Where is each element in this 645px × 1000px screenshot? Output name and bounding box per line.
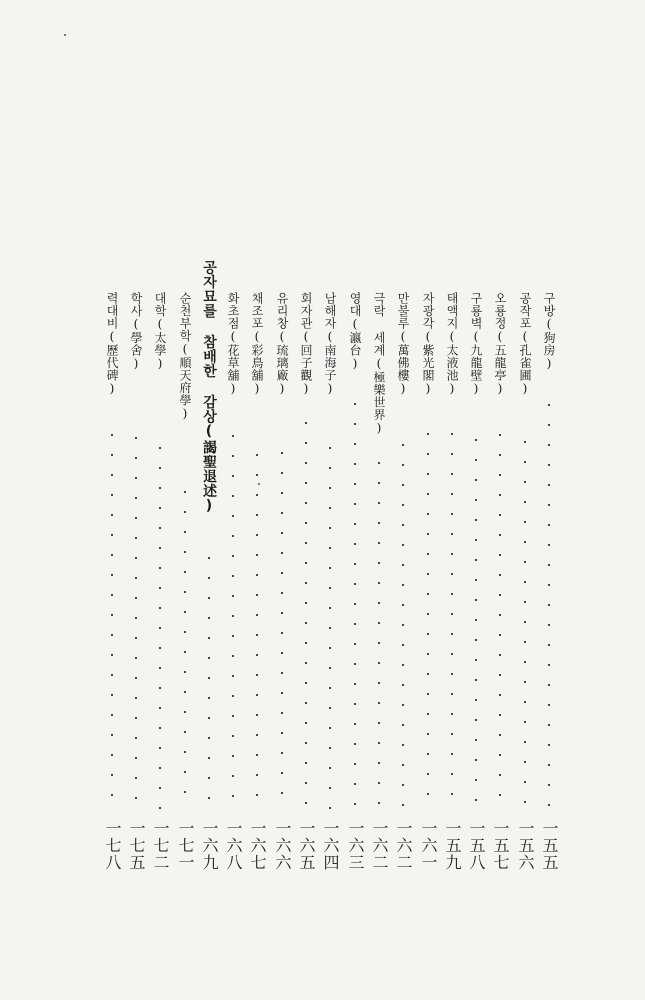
toc-entry xyxy=(441,292,463,882)
toc-entry-title: 오룡정(五龍亭) xyxy=(493,292,507,396)
dot-leader xyxy=(111,425,113,810)
toc-entry xyxy=(222,292,244,882)
toc-entry-title: 채조포(彩鳥舖) xyxy=(250,292,264,396)
dot-leader xyxy=(451,424,453,810)
toc-entry-title: 만불루(萬佛樓) xyxy=(396,292,410,396)
toc-entry-page-number: 一六四 xyxy=(321,820,340,871)
paper-speck xyxy=(258,483,260,485)
toc-entry xyxy=(392,292,414,882)
toc-entry-title: 순천부학(順天府學) xyxy=(178,292,192,421)
toc-entry xyxy=(514,292,536,882)
toc-entry-page-number: 一六八 xyxy=(224,820,243,871)
dot-leader xyxy=(135,428,137,810)
toc-entry-page-number: 一六二 xyxy=(394,820,413,871)
toc-entry-page-number: 一六七 xyxy=(248,820,267,871)
toc-entry-title: 학사(學舍) xyxy=(129,292,143,371)
toc-entry-page-number: 一五九 xyxy=(443,820,462,871)
toc-entry-page-number: 一六六 xyxy=(273,820,292,871)
toc-entry xyxy=(174,292,196,882)
dot-leader xyxy=(208,548,210,810)
dot-leader xyxy=(329,438,331,810)
dot-leader xyxy=(548,395,550,810)
toc-entry xyxy=(344,292,366,882)
toc-entry-page-number: 一五六 xyxy=(516,820,535,871)
toc-entry-page-number: 一六一 xyxy=(419,820,438,871)
toc-entry-title: 대학(太學) xyxy=(153,292,167,371)
toc-entry xyxy=(465,292,487,882)
dot-leader xyxy=(427,424,429,810)
toc-entry-title: 화초점(花草舖) xyxy=(226,292,240,396)
dot-leader xyxy=(499,425,501,810)
toc-entry-page-number: 一六九 xyxy=(200,820,219,871)
toc-entry xyxy=(319,292,341,882)
toc-entry-page-number: 一七一 xyxy=(176,820,195,871)
toc-entry-title: 자광각(紫光閣) xyxy=(421,292,435,396)
toc-entry-page-number: 一六五 xyxy=(297,820,316,871)
toc-entry xyxy=(246,292,268,882)
toc-entry xyxy=(295,292,317,882)
toc-entry-title: 구룡벽(九龍壁) xyxy=(469,292,483,396)
dot-leader xyxy=(159,438,161,810)
dot-leader xyxy=(402,435,404,810)
toc-entry-page-number: 一七五 xyxy=(127,820,146,871)
toc-entry-page-number: 一七八 xyxy=(103,820,122,871)
toc-entry xyxy=(125,292,147,882)
dot-leader xyxy=(232,426,234,810)
toc-entry xyxy=(271,292,293,882)
dot-leader xyxy=(475,430,477,810)
toc-entry xyxy=(149,292,171,882)
toc-entry-title: 공자묘를 참배한 감상(謁聖退述) xyxy=(201,260,217,515)
toc-entry-page-number: 一六三 xyxy=(346,820,365,871)
toc-entry-page-number: 一五八 xyxy=(467,820,486,871)
paper-speck xyxy=(64,34,66,36)
toc-entry-title: 유리창(琉璃廠) xyxy=(275,292,289,396)
dot-leader xyxy=(305,413,307,810)
toc-entry xyxy=(417,292,439,882)
dot-leader xyxy=(524,432,526,810)
toc-entry xyxy=(368,292,390,882)
dot-leader xyxy=(184,482,186,810)
toc-entry-page-number: 一五五 xyxy=(540,820,559,871)
toc-entry xyxy=(101,292,123,882)
dot-leader xyxy=(281,443,283,810)
toc-entry-page-number: 一五七 xyxy=(491,820,510,871)
toc-entry xyxy=(198,260,220,882)
dot-leader xyxy=(256,445,258,810)
toc-entry-title: 구방(狗房) xyxy=(542,292,556,371)
toc-entry-title: 영대(瀛台) xyxy=(348,292,362,371)
toc-entry-page-number: 一七二 xyxy=(151,820,170,871)
toc-entry-title: 공작포(孔雀圃) xyxy=(518,292,532,396)
dot-leader xyxy=(354,394,356,810)
toc-entry-page-number: 一六二 xyxy=(370,820,389,871)
toc-entry-title: 태액지(太液池) xyxy=(445,292,459,396)
toc-entry-title: 극락 세계(極樂世界) xyxy=(372,292,386,436)
toc-entry xyxy=(538,292,560,882)
dot-leader xyxy=(378,453,380,810)
toc-entry-title: 남해자(南海子) xyxy=(323,292,337,396)
toc-entry-title: 회자관(回子觀) xyxy=(299,292,313,396)
toc-entry-title: 력대비(歷代碑) xyxy=(105,292,119,396)
toc-entry xyxy=(489,292,511,882)
